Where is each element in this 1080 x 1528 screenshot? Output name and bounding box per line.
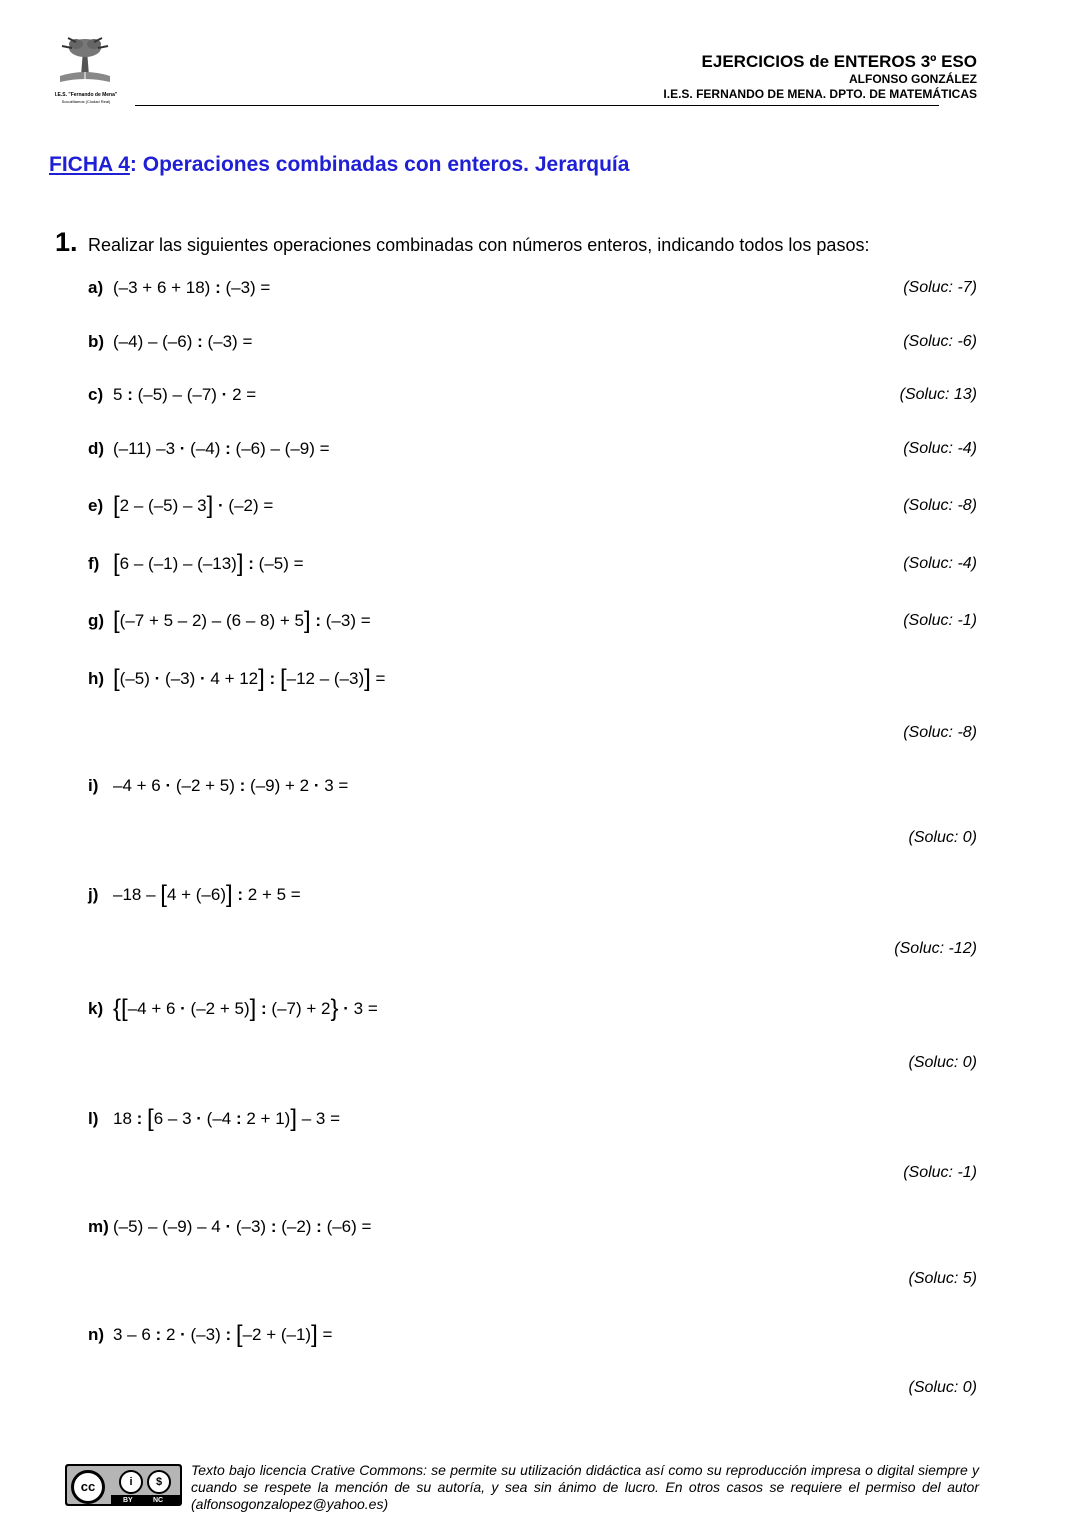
tree-logo-icon [54, 32, 116, 90]
solution-d: (Soluc: -4) [903, 440, 977, 457]
header-divider [135, 105, 939, 106]
solution-j: (Soluc: -12) [894, 940, 977, 957]
worksheet-label: FICHA 4 [49, 153, 130, 176]
solution-e: (Soluc: -8) [903, 497, 977, 514]
exercise-d: d) (–11) –3 · (–4) : (–6) – (–9) = [88, 439, 330, 458]
exercise-c: c) 5 : (–5) – (–7) · 2 = [88, 385, 257, 404]
cc-icon: cc [71, 1470, 105, 1504]
exercise-m: m) (–5) – (–9) – 4 · (–3) : (–2) : (–6) = [88, 1217, 372, 1236]
noncommercial-icon: $ [147, 1470, 171, 1494]
exercise-b: b) (–4) – (–6) : (–3) = [88, 332, 253, 351]
worksheet-topic: : Operaciones combinadas con enteros. Jerarquía [129, 153, 630, 176]
header-title: EJERCICIOS de ENTEROS 3º ESO [701, 52, 977, 71]
header-school: I.E.S. FERNANDO DE MENA. DPTO. DE MATEMÁTICAS [663, 87, 977, 101]
solution-k: (Soluc: 0) [908, 1054, 977, 1071]
exercise-i: i) –4 + 6 · (–2 + 5) : (–9) + 2 · 3 = [88, 776, 349, 795]
exercise-g: g) [(–7 + 5 – 2) – (6 – 8) + 5] : (–3) = [88, 607, 371, 634]
solution-n: (Soluc: 0) [908, 1379, 977, 1396]
exercise-a: a) (–3 + 6 + 18) : (–3) = [88, 278, 271, 297]
solution-f: (Soluc: -4) [903, 555, 977, 572]
exercise-l: l) 18 : [6 – 3 · (–4 : 2 + 1)] – 3 = [88, 1105, 340, 1132]
exercise-f: f) [6 – (–1) – (–13)] : (–5) = [88, 550, 304, 577]
creative-commons-badge [65, 1464, 182, 1506]
worksheet-title [49, 153, 629, 177]
question-number: 1. [55, 227, 78, 257]
solution-g: (Soluc: -1) [903, 612, 977, 629]
solution-m: (Soluc: 5) [908, 1270, 977, 1287]
solution-c: (Soluc: 13) [899, 386, 977, 403]
attribution-icon: i [119, 1470, 143, 1494]
question-text: Realizar las siguientes operaciones combinadas con números enteros, indicando todos los pasos: [88, 235, 870, 255]
solution-l: (Soluc: -1) [903, 1164, 977, 1181]
badge-nc-label: NC [153, 1497, 164, 1504]
badge-by-label: BY [123, 1497, 133, 1504]
solution-i: (Soluc: 0) [908, 829, 977, 846]
school-logo [40, 32, 132, 112]
exercise-k: k) {[–4 + 6 · (–2 + 5)] : (–7) + 2} · 3 = [88, 995, 378, 1022]
exercise-j: j) –18 – [4 + (–6)] : 2 + 5 = [88, 881, 301, 908]
logo-school-name: I.E.S. "Fernando de Mena" [54, 92, 118, 98]
solution-a: (Soluc: -7) [903, 279, 977, 296]
header-author: ALFONSO GONZÁLEZ [849, 72, 977, 86]
logo-location: Socuéllamos (Ciudad Real) [61, 99, 111, 104]
solution-h: (Soluc: -8) [903, 724, 977, 741]
exercise-n: n) 3 – 6 : 2 · (–3) : [–2 + (–1)] = [88, 1321, 333, 1348]
solution-b: (Soluc: -6) [903, 333, 977, 350]
exercise-h: h) [(–5) · (–3) · 4 + 12] : [–12 – (–3)] = [88, 665, 386, 692]
exercise-e: e) [2 – (–5) – 3] · (–2) = [88, 492, 274, 519]
license-text: Texto bajo licencia Crative Commons: se permite su utilización didáctica así como su reproducción impresa o digital siempre y cuando se respete la mención de su autoría, y sea sin ánimo de lucro. En otros casos se requiere el permiso del autor (alfonsogonzalopez@yahoo.es) [191, 1462, 979, 1512]
